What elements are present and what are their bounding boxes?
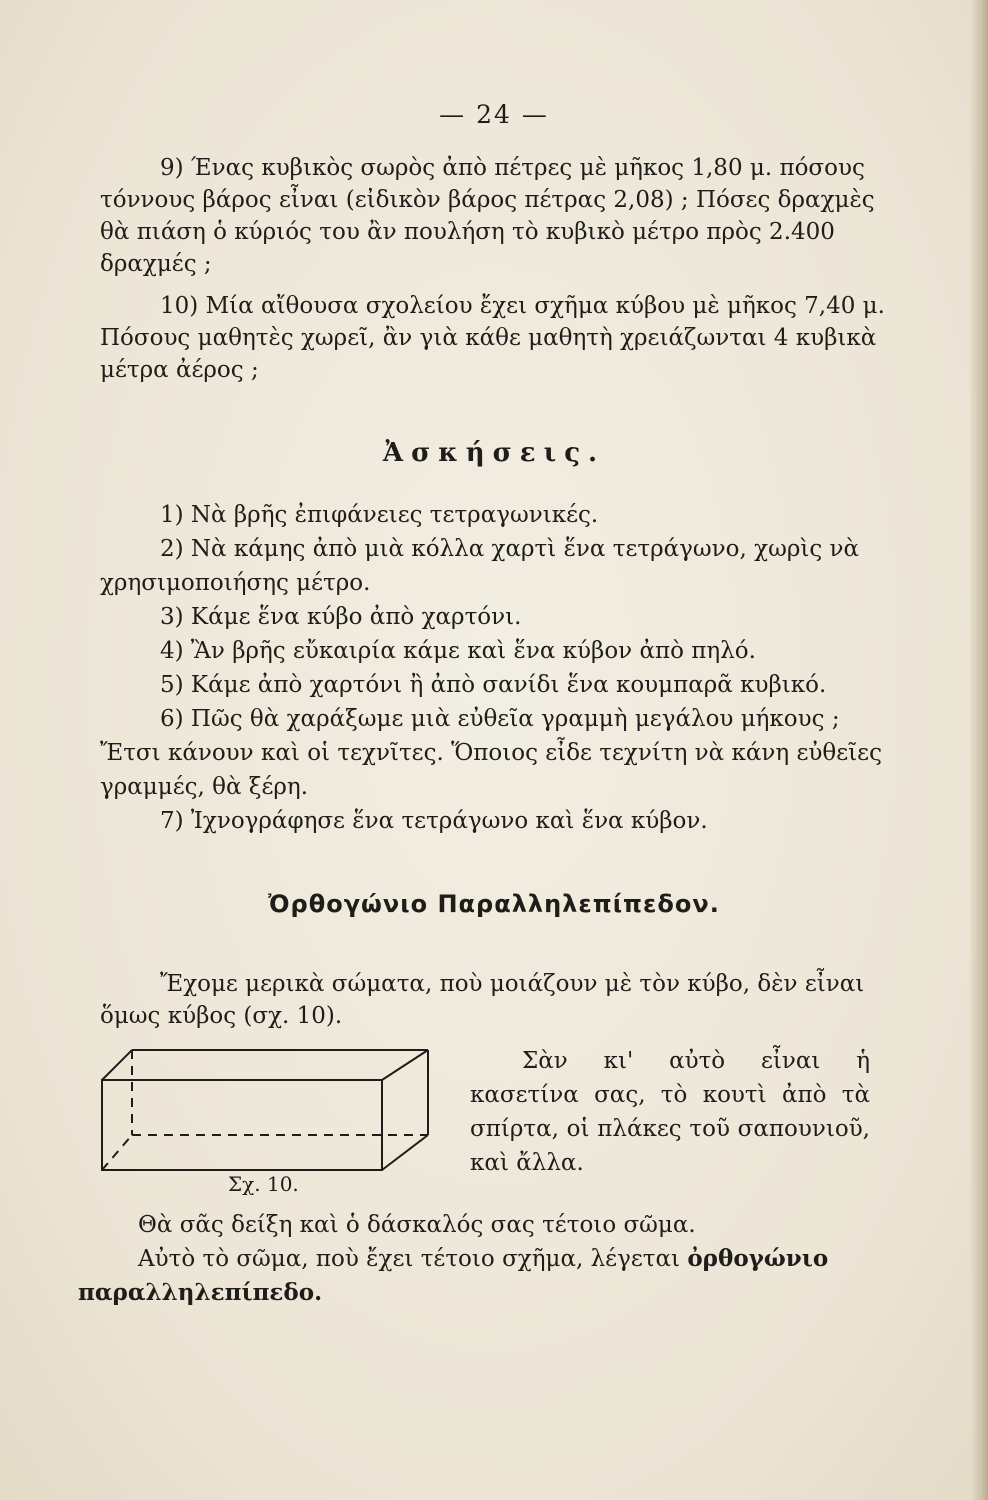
figure-side-text [470,1044,870,1180]
closing-line-1: Θὰ σᾶς δείξη καὶ ὁ δάσκαλός σας τέτοιο σῶμα. [138,1212,696,1238]
intro-text: Ἔχομε μερικὰ σώματα, ποὺ μοιάζουν μὲ τὸν κύβο, δὲν εἶναι ὅμως κύβος (σχ. 10). [100,971,865,1029]
exercise-item: 6) Πῶς θὰ χαράξωμε μιὰ εὐθεῖα γραμμὴ μεγάλου μήκους ; Ἔτσι κάνουν καὶ οἱ τεχνῖτες. Ὅποιος εἶδε τεχνίτη νὰ κάνη εὐθεῖες γραμμές, θὰ ξέρη. [100,706,882,800]
problem-10 [100,290,890,386]
problem-text: Μία αἴθουσα σχολείου ἔχει σχῆμα κύβου μὲ μῆκος 7,40 μ. Πόσους μαθητὲς χωρεῖ, ἂν γιὰ κάθε μαθητὴ χρειάζωνται 4 κυβικὰ μέτρα ἀέρος ; [100,293,885,383]
problem-9 [100,152,890,280]
exercises-heading: Ἀσκήσεις. [382,438,606,468]
closing-paragraph [78,1208,888,1310]
section-heading: Ὀρθογώνιο Παραλληλεπίπεδον. [268,890,720,918]
closing-line-2: Αὐτὸ τὸ σῶμα, ποὺ ἔχει τέτοιο σχῆμα, λέγεται [138,1246,681,1272]
figure-caption: Σχ. 10. [228,1172,299,1196]
exercise-item: 4) Ἂν βρῆς εὔκαιρία κάμε καὶ ἕνα κύβον ἀπὸ πηλό. [160,638,756,664]
problem-number: 9) [160,155,184,181]
problem-number: 10) [160,293,199,319]
exercise-item: 1) Νὰ βρῆς ἐπιφάνειες τετραγωνικές. [160,502,599,528]
exercise-list [100,498,890,838]
closing-term: ὀρθογώνιο παραλληλεπίπεδο. [78,1245,829,1306]
problem-text: Ένας κυβικὸς σωρὸς ἀπὸ πέτρες μὲ μῆκος 1,80 μ. πόσους τόννους βάρος εἶναι (εἰδικὸν βάρος πέτρας 2,08) ; Πόσες δραχμὲς θὰ πιάση ὁ κύριός του ἂν πουλήση τὸ κυβικὸ μέτρο πρὸς 2.400 δραχμές ; [100,155,875,277]
exercise-item: 5) Κάμε ἀπὸ χαρτόνι ἢ ἀπὸ σανίδι ἕνα κουμπαρᾶ κυβικό. [160,672,827,698]
exercise-item: 3) Κάμε ἕνα κύβο ἀπὸ χαρτόνι. [160,604,522,630]
cuboid-figure [90,1040,440,1180]
page-edge-shadow [970,0,988,1500]
exercise-item: 2) Νὰ κάμης ἀπὸ μιὰ κόλλα χαρτὶ ἕνα τετράγωνο, χωρὶς νὰ χρησιμοποιήσης μέτρο. [100,536,860,596]
page-number: — 24 — [439,100,549,129]
intro-paragraph [100,968,890,1032]
exercise-item: 7) Ἰχνογράφησε ἕνα τετράγωνο καὶ ἕνα κύβον. [160,808,708,834]
side-text: Σὰν κι' αὐτὸ εἶναι ἡ κασετίνα σας, τὸ κουτὶ ἀπὸ τὰ σπίρτα, οἱ πλάκες τοῦ σαπουνιοῦ, καὶ ἄλλα. [470,1048,870,1176]
